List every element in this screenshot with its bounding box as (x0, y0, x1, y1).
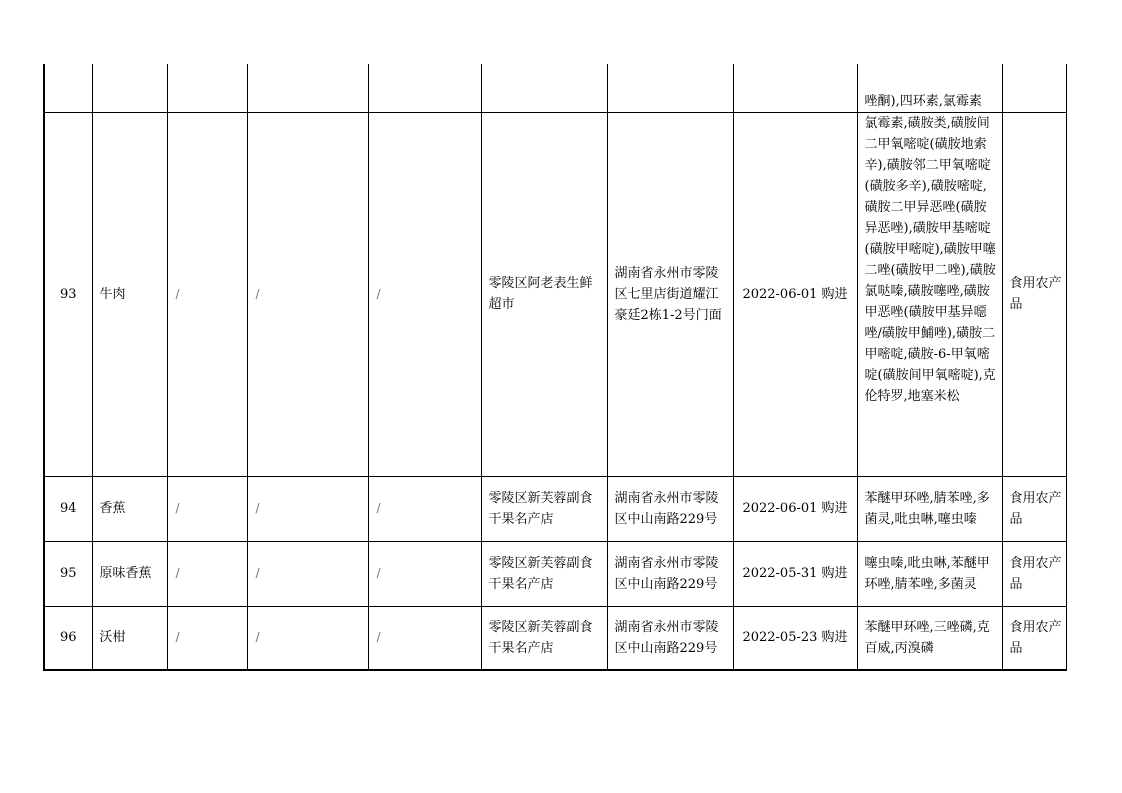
row-number: 95 (44, 541, 92, 606)
sample-name: 香蕉 (92, 476, 167, 541)
store-name: 零陵区新芙蓉副食干果名产店 (481, 606, 607, 670)
field-cell: / (167, 112, 247, 476)
store-address: 湖南省永州市零陵区七里店街道耀江豪廷2栋1-2号门面 (607, 112, 733, 476)
sample-name: 原味香蕉 (92, 541, 167, 606)
sample-name: 牛肉 (92, 112, 167, 476)
purchase-date: 2022-06-01 购进 (733, 476, 857, 541)
table-row (44, 541, 1066, 606)
category: 食用农产品 (1002, 606, 1066, 670)
field-cell: / (247, 541, 368, 606)
field-cell: / (167, 541, 247, 606)
store-name: 零陵区新芙蓉副食干果名产店 (481, 541, 607, 606)
sample-name (92, 64, 167, 112)
table-row (44, 476, 1066, 541)
purchase-date (733, 64, 857, 112)
field-cell: / (368, 476, 481, 541)
purchase-date: 2022-05-23 购进 (733, 606, 857, 670)
row-number: 94 (44, 476, 92, 541)
store-address (607, 64, 733, 112)
purchase-date: 2022-06-01 购进 (733, 112, 857, 476)
field-cell: / (247, 476, 368, 541)
table-row (44, 606, 1066, 670)
store-name: 零陵区新芙蓉副食干果名产店 (481, 476, 607, 541)
field-cell (247, 64, 368, 112)
test-items: 苯醚甲环唑,腈苯唑,多菌灵,吡虫啉,噻虫嗪 (857, 476, 1002, 541)
row-number (44, 64, 92, 112)
category: 食用农产品 (1002, 541, 1066, 606)
store-name (481, 64, 607, 112)
store-name: 零陵区阿老表生鲜超市 (481, 112, 607, 476)
category: 食用农产品 (1002, 476, 1066, 541)
test-items: 噻虫嗪,吡虫啉,苯醚甲环唑,腈苯唑,多菌灵 (857, 541, 1002, 606)
field-cell: / (167, 606, 247, 670)
sample-name: 沃柑 (92, 606, 167, 670)
category (1002, 64, 1066, 112)
field-cell (368, 64, 481, 112)
field-cell: / (368, 606, 481, 670)
field-cell (167, 64, 247, 112)
test-items: 唑酮),四环素,氯霉素 (857, 64, 1002, 112)
field-cell: / (247, 606, 368, 670)
results-table (43, 64, 1067, 671)
table-row (44, 112, 1066, 476)
store-address: 湖南省永州市零陵区中山南路229号 (607, 476, 733, 541)
category: 食用农产品 (1002, 112, 1066, 476)
test-items: 氯霉素,磺胺类,磺胺间二甲氧嘧啶(磺胺地索辛),磺胺邻二甲氧嘧啶(磺胺多辛),磺胺嘧啶,磺胺二甲异恶唑(磺胺异恶唑),磺胺甲基嘧啶(磺胺甲嘧啶),磺胺甲噻二唑(磺胺甲二唑),磺胺氯哒嗪,磺胺噻唑,磺胺甲恶唑(磺胺甲基异噁唑/磺胺甲鯆唑),磺胺二甲嘧啶,磺胺-6-甲氧嘧啶(磺胺间甲氧嘧啶),克伦特罗,地塞米松 (857, 112, 1002, 476)
store-address: 湖南省永州市零陵区中山南路229号 (607, 541, 733, 606)
store-address: 湖南省永州市零陵区中山南路229号 (607, 606, 733, 670)
row-number: 93 (44, 112, 92, 476)
table-row (44, 64, 1066, 112)
field-cell: / (167, 476, 247, 541)
row-number: 96 (44, 606, 92, 670)
field-cell: / (247, 112, 368, 476)
test-items: 苯醚甲环唑,三唑磷,克百威,丙溴磷 (857, 606, 1002, 670)
field-cell: / (368, 541, 481, 606)
field-cell: / (368, 112, 481, 476)
purchase-date: 2022-05-31 购进 (733, 541, 857, 606)
